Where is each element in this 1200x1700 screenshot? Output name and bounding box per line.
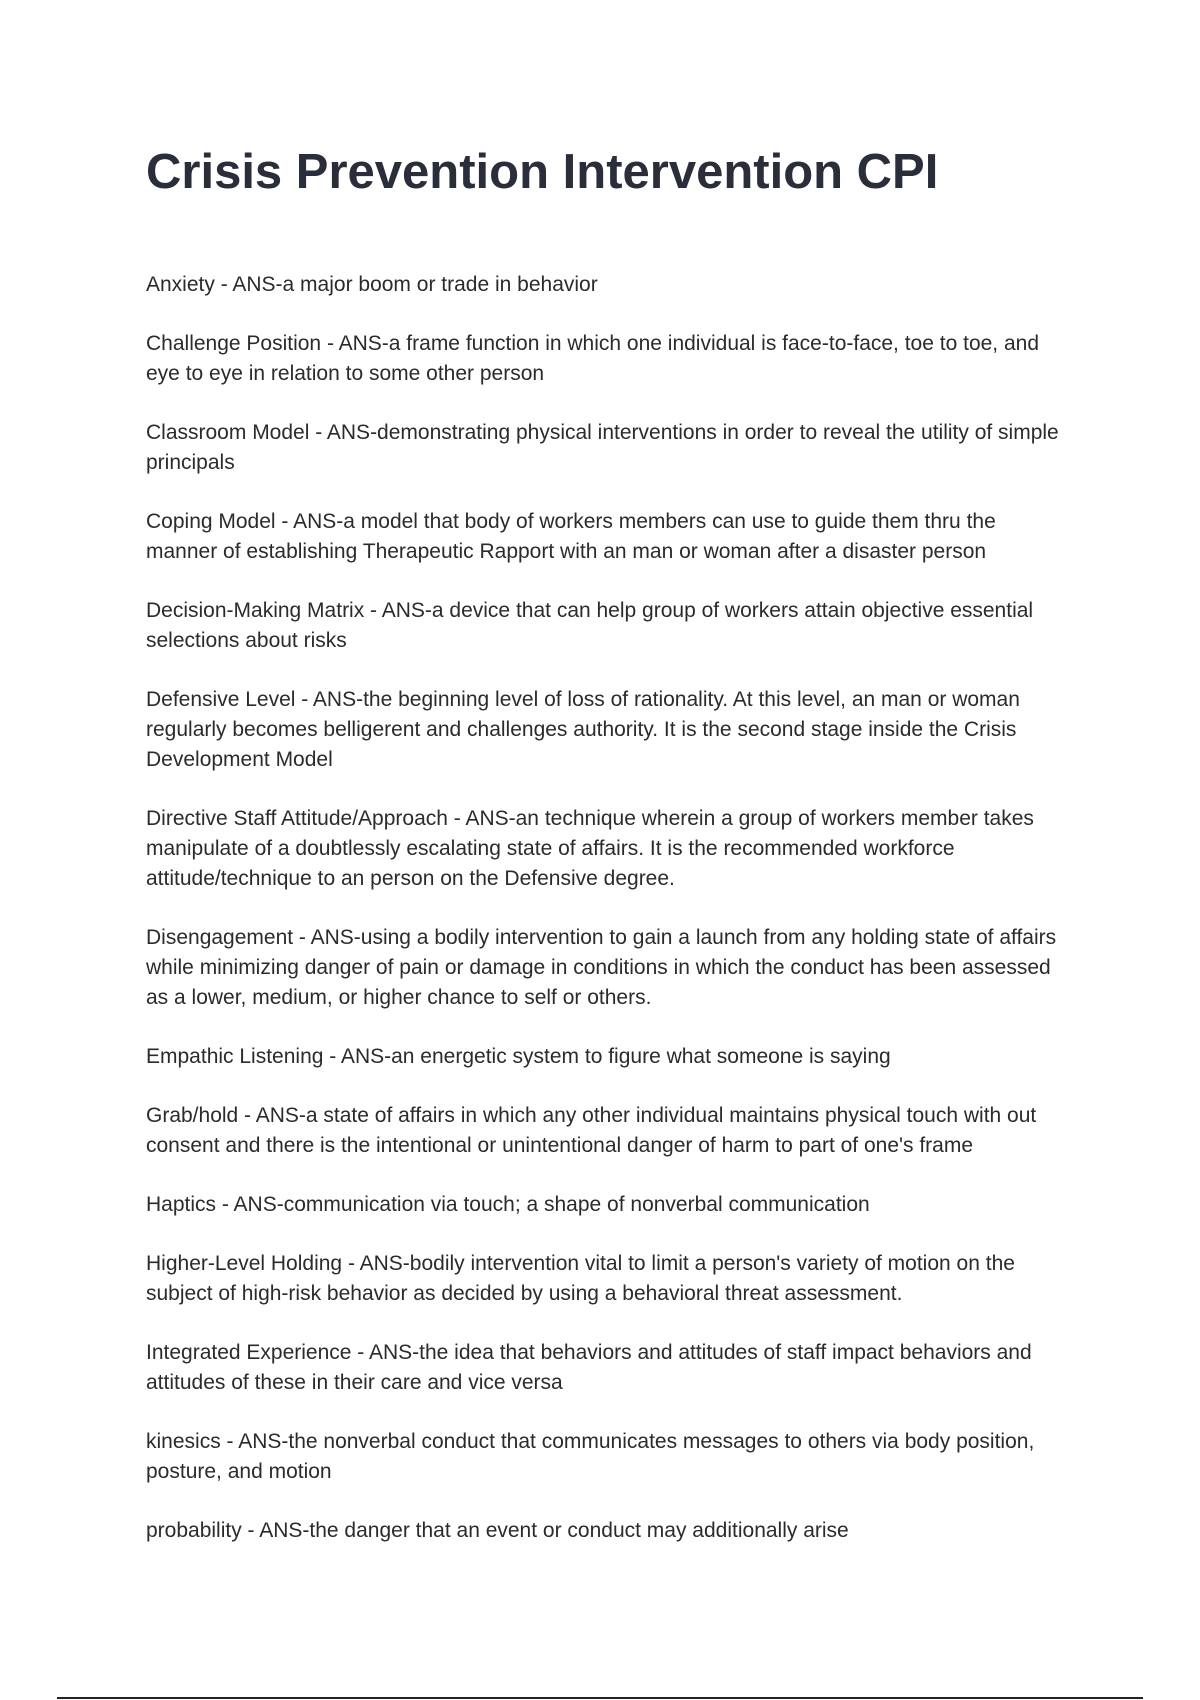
definition-entry: probability - ANS-the danger that an event or conduct may additionally arise <box>146 1519 849 1542</box>
definition-entry: Challenge Position - ANS-a frame function in which one individual is face-to-face, toe to toe, and eye to eye in relation to some other person <box>146 332 1040 385</box>
page-title: Crisis Prevention Intervention CPI <box>146 145 939 199</box>
definition-entry: Haptics - ANS-communication via touch; a shape of nonverbal communication <box>146 1193 870 1216</box>
definition-entry: Higher-Level Holding - ANS-bodily intervention vital to limit a person's variety of motion on the subject of high-risk behavior as decided by using a behavioral threat assessment. <box>146 1252 1015 1305</box>
definition-entry: Defensive Level - ANS-the beginning level of loss of rationality. At this level, an man or woman regularly becomes belligerent and challenges authority. It is the second stage inside the Crisis Development Model <box>146 688 1020 771</box>
footer-divider <box>57 1697 1143 1699</box>
definition-entry: Coping Model - ANS-a model that body of workers members can use to guide them thru the manner of establishing Therapeutic Rapport with an man or woman after a disaster person <box>146 510 996 563</box>
definition-entry: Anxiety - ANS-a major boom or trade in behavior <box>146 273 598 296</box>
definition-entry: Empathic Listening - ANS-an energetic system to figure what someone is saying <box>146 1045 891 1068</box>
definition-entry: Integrated Experience - ANS-the idea that behaviors and attitudes of staff impact behaviors and attitudes of these in their care and vice versa <box>146 1341 1032 1394</box>
definition-entry: kinesics - ANS-the nonverbal conduct that communicates messages to others via body position, posture, and motion <box>146 1430 1035 1483</box>
definition-entry: Grab/hold - ANS-a state of affairs in which any other individual maintains physical touch with out consent and there is the intentional or unintentional danger of harm to part of one's frame <box>146 1104 1037 1157</box>
definition-entry: Classroom Model - ANS-demonstrating physical interventions in order to reveal the utility of simple principals <box>146 421 1059 474</box>
definition-entry: Disengagement - ANS-using a bodily intervention to gain a launch from any holding state of affairs while minimizing danger of pain or damage in conditions in which the conduct has been assessed as a lower, medium, or higher chance to self or others. <box>146 926 1057 1009</box>
definition-entry: Decision-Making Matrix - ANS-a device that can help group of workers attain objective essential selections about risks <box>146 599 1034 652</box>
definition-list <box>146 270 1066 1575</box>
definition-entry: Directive Staff Attitude/Approach - ANS-an technique wherein a group of workers member takes manipulate of a doubtlessly escalating state of affairs. It is the recommended workforce attitude/technique to an person on the Defensive degree. <box>146 807 1034 890</box>
